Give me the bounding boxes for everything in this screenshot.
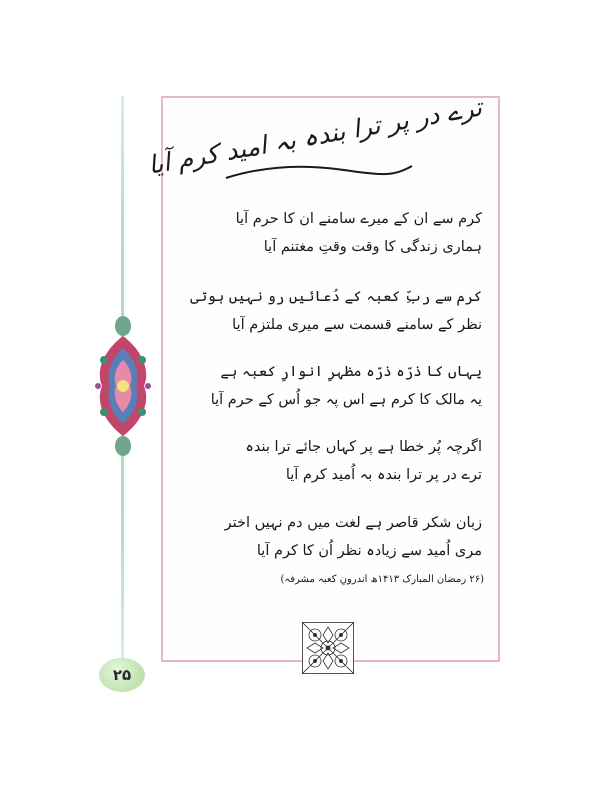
verse-line: یہاں کا ذرّہ ذرّہ مظہرِ انوارِ کعبہ ہے — [220, 364, 482, 380]
verse-line: زبان شکر قاصر ہے لغت میں دم نہیں اختر — [224, 515, 482, 531]
title-swash-decoration — [224, 160, 414, 182]
stanza-2 — [192, 283, 482, 339]
geometric-tile-ornament — [302, 622, 354, 674]
attribution: (۲۶ رمضان المبارک ۱۴۱۳ھ اندرونِ کعبہ مشرفہ) — [280, 574, 484, 585]
verse-line: کرم سے ان کے میرے سامنے ان کا حرم آیا — [235, 211, 482, 227]
verse-line: کرم سے ربِّ کعبہ کے دُعائیں رو نہیں ہوتی — [190, 289, 482, 305]
verse-line: نظر کے سامنے قسمت سے میری ملتزم آیا — [232, 317, 482, 333]
stanza-1 — [192, 205, 482, 261]
verse-line: ترے در پر ترا بندہ بہ اُمید کرم آیا — [285, 467, 482, 483]
verse-line: یہ مالک کا کرم ہے اس پہ جو اُس کے حرم آیا — [210, 392, 482, 408]
stanza-4 — [192, 433, 482, 489]
poem-title: ترے در پر ترا بندہ بہ امید کرم آیا — [145, 92, 485, 180]
verse-line: اگرچہ پُر خطا ہے پر کہاں جائے ترا بندہ — [245, 439, 482, 455]
stanza-5 — [192, 509, 482, 565]
verse-line: ہماری زندگی کا وقت وقتِ مغتنم آیا — [263, 239, 482, 255]
verse-line: مری اُمید سے زیادہ نظر اُن کا کرم آیا — [256, 543, 482, 559]
floral-margin-ornament — [92, 312, 154, 460]
stanza-3 — [192, 358, 482, 414]
page-number-badge: ۲۵ — [100, 659, 144, 691]
